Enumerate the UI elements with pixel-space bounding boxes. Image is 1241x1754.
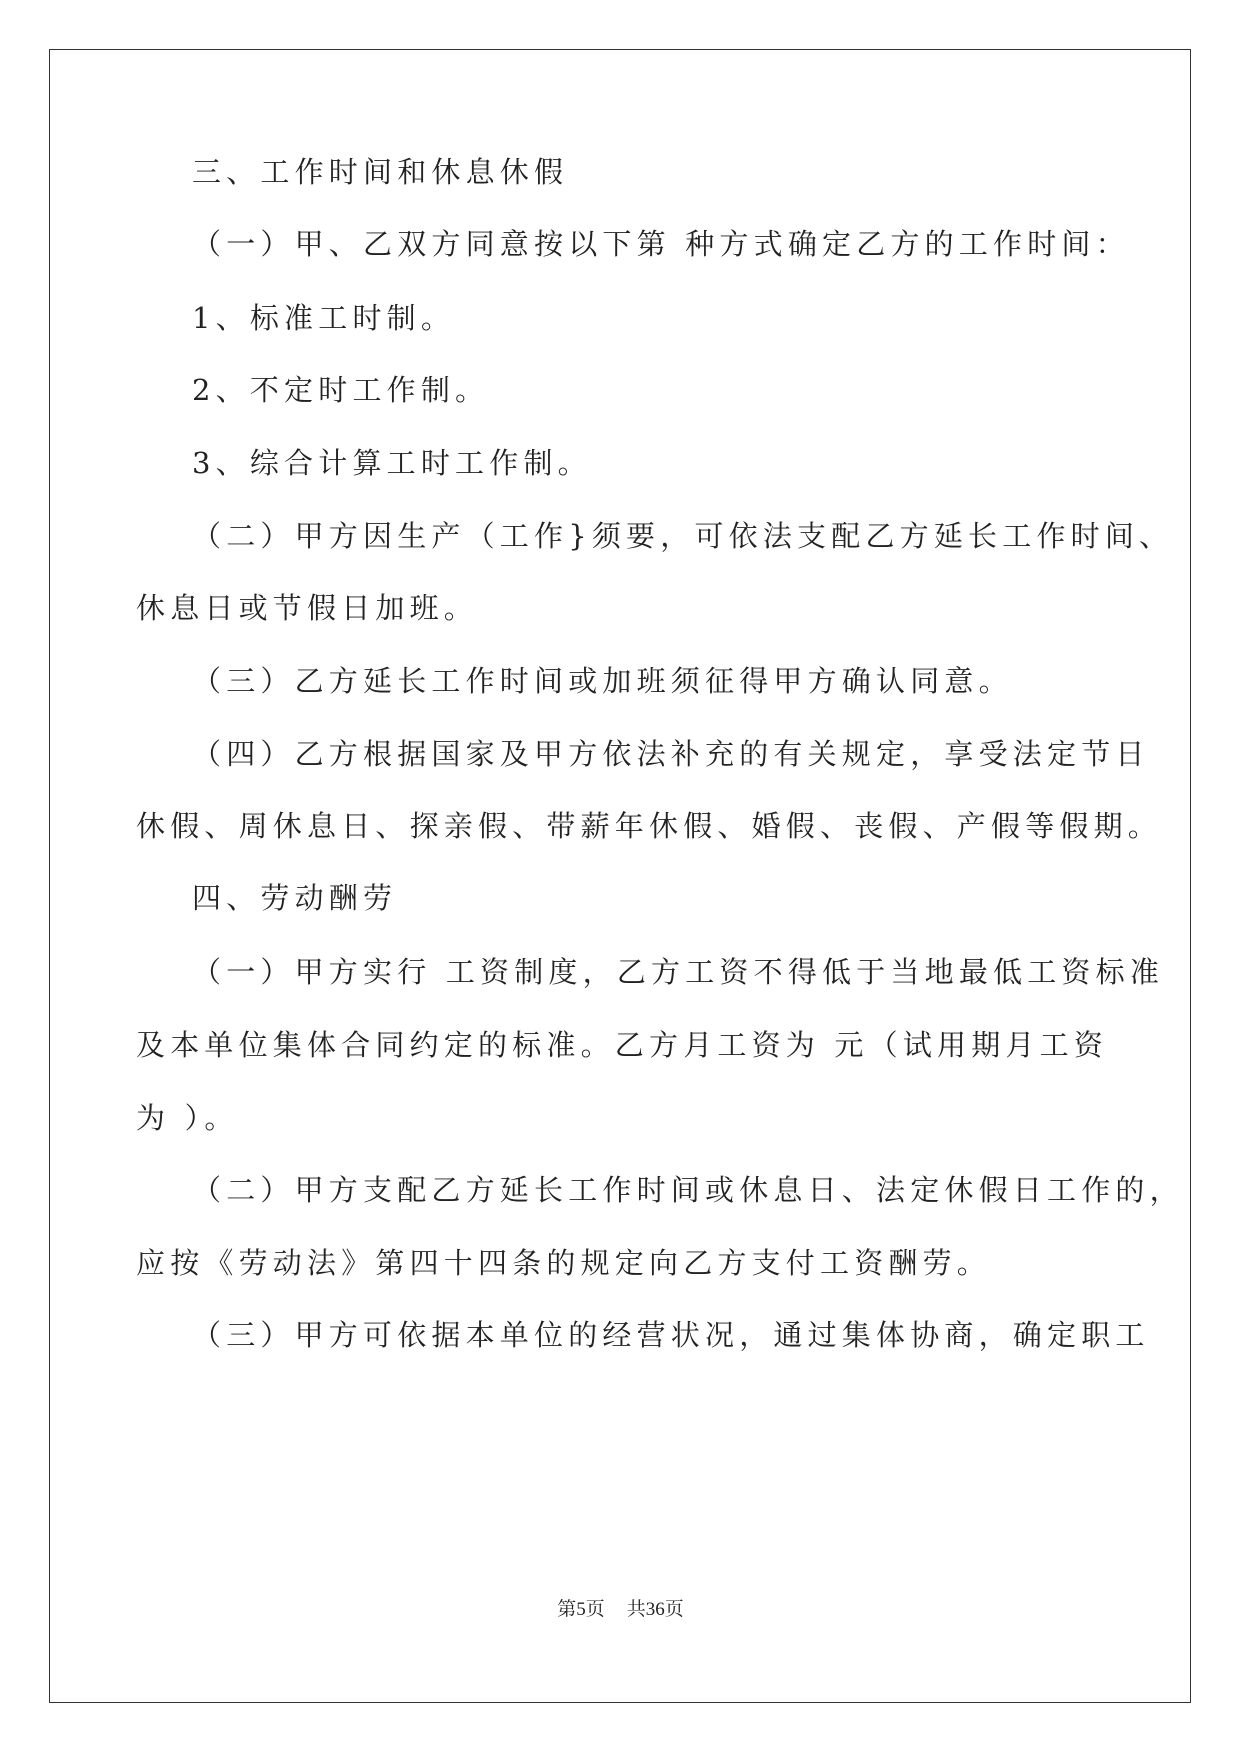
heading-remuneration: 四、劳动酬劳 — [192, 881, 398, 915]
paragraph-line: （二）甲方因生产（工作}须要，可依法支配乙方延长工作时间、 — [192, 519, 1174, 553]
paragraph-line: （三）乙方延长工作时间或加班须征得甲方确认同意。 — [192, 664, 1013, 698]
page-border — [49, 49, 1191, 1703]
list-item: 1、标准工时制。 — [192, 301, 456, 335]
paragraph-line: 休假、周休息日、探亲假、带薪年休假、婚假、丧假、产假等假期。 — [136, 809, 1163, 843]
list-item: 2、不定时工作制。 — [192, 373, 490, 407]
paragraph-line: （三）甲方可依据本单位的经营状况，通过集体协商，确定职工 — [192, 1318, 1150, 1352]
page-footer — [0, 1594, 1241, 1621]
page-total: 共36页 — [626, 1599, 684, 1620]
paragraph-line: （二）甲方支配乙方延长工作时间或休息日、法定休假日工作的， — [192, 1173, 1184, 1207]
page-number: 第5页 — [557, 1599, 605, 1620]
paragraph-line: （一）甲方实行 工资制度，乙方工资不得低于当地最低工资标准 — [192, 955, 1165, 989]
paragraph-line: （四）乙方根据国家及甲方依法补充的有关规定，享受法定节日 — [192, 737, 1150, 771]
paragraph-line: 休息日或节假日加班。 — [136, 591, 479, 625]
paragraph-line: 为 ）。 — [136, 1101, 239, 1135]
paragraph-line: 应按《劳动法》第四十四条的规定向乙方支付工资酬劳。 — [136, 1246, 992, 1280]
list-item: 3、综合计算工时工作制。 — [192, 446, 592, 480]
paragraph-line: 及本单位集体合同约定的标准。乙方月工资为 元（试用期月工资 — [136, 1028, 1109, 1062]
heading-work-hours: 三、工作时间和休息休假 — [192, 155, 569, 189]
paragraph-line: （一）甲、乙双方同意按以下第 种方式确定乙方的工作时间： — [192, 227, 1130, 261]
